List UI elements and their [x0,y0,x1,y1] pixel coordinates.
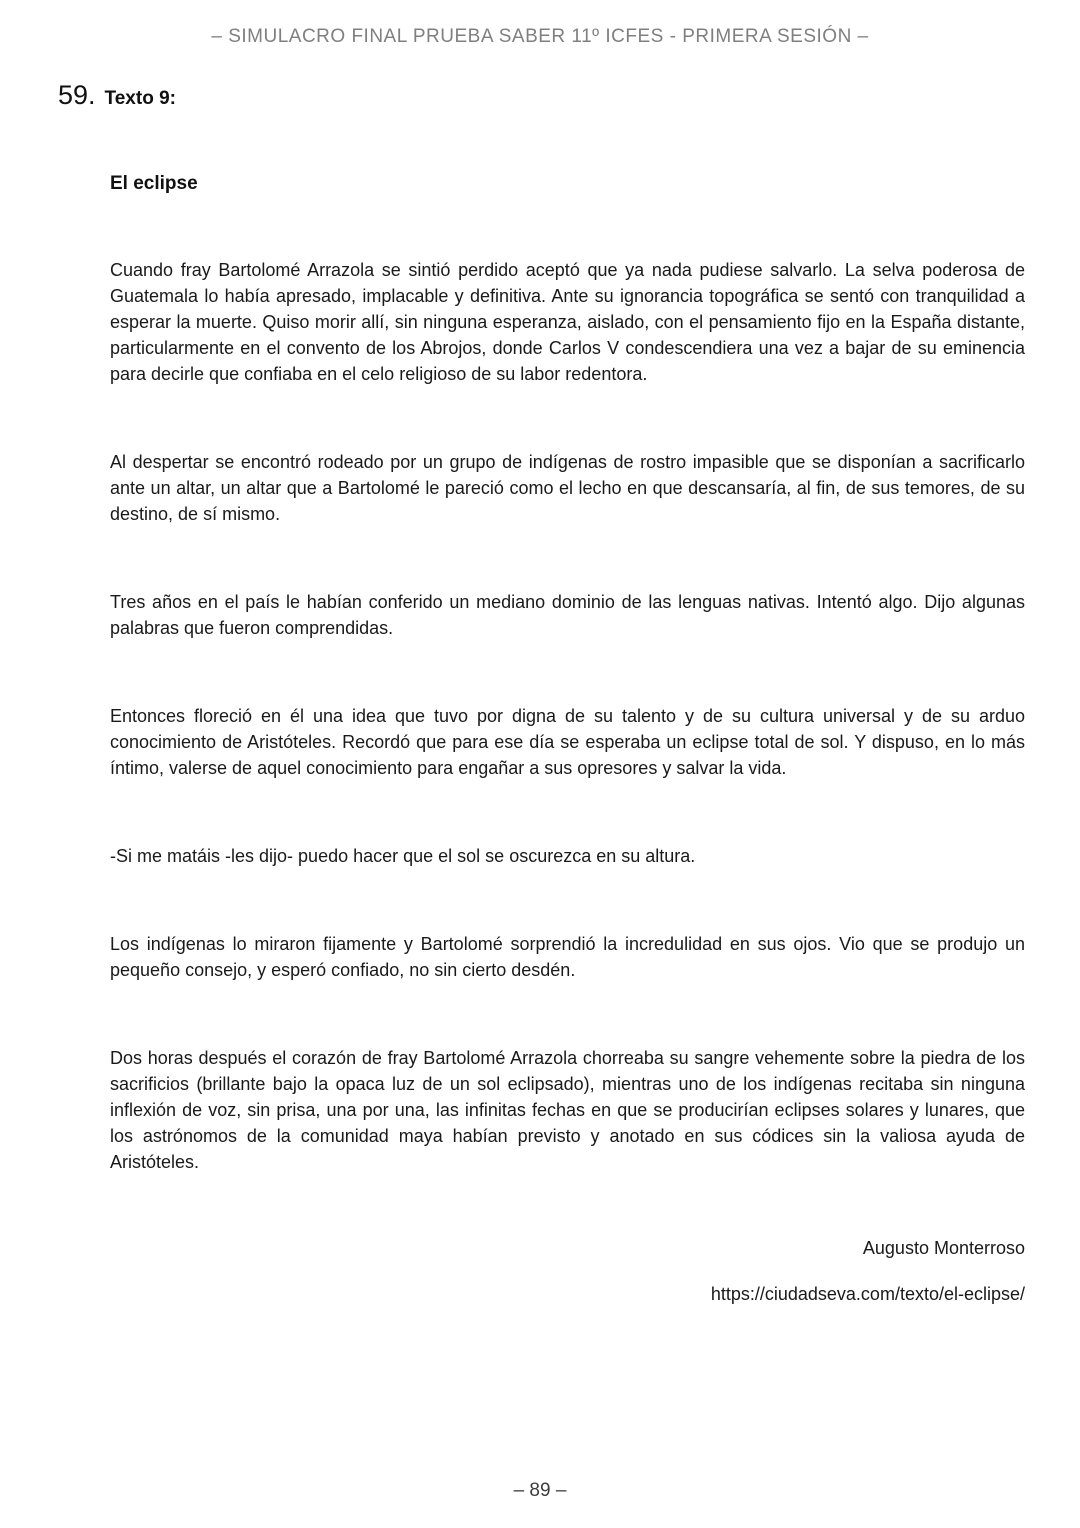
question-row [58,80,1080,111]
text-content [110,173,1025,1307]
exam-header: – SIMULACRO FINAL PRUEBA SABER 11º ICFES - PRIMERA SESIÓN – [211,26,869,47]
paragraph-5: -Si me matáis -les dijo- puedo hacer que el sol se oscurezca en su altura. [110,846,696,866]
question-number: 59. [58,80,96,110]
paragraph-6: Los indígenas lo miraron fijamente y Bartolomé sorprendió la incredulidad en sus ojos. Vio que se produjo un pequeño consejo, y esperó confiado, no sin cierto desdén. [110,934,1025,980]
paragraph-7: Dos horas después el corazón de fray Bartolomé Arrazola chorreaba su sangre vehemente sobre la piedra de los sacrificios (brillante bajo la opaca luz de un sol eclipsado), mientras uno de los indígenas recitaba sin ninguna inflexión de voz, sin prisa, una por una, las infinitas fechas en que se producirían eclipses solares y lunares, que los astrónomos de la comunidad maya habían previsto y anotado en sus códices sin la valiosa ayuda de Aristóteles. [110,1048,1025,1172]
paragraph-2: Al despertar se encontró rodeado por un grupo de indígenas de rostro impasible que se disponían a sacrificarlo ante un altar, un altar que a Bartolomé le pareció como el lecho en que descansaría, al fin, de sus temores, de su destino, de sí mismo. [110,452,1025,524]
paragraph-3: Tres años en el país le habían conferido un mediano dominio de las lenguas nativas. Intentó algo. Dijo algunas palabras que fueron comprendidas. [110,592,1025,638]
text-title: El eclipse [110,173,198,194]
paragraph-1: Cuando fray Bartolomé Arrazola se sintió perdido aceptó que ya nada pudiese salvarlo. La selva poderosa de Guatemala lo había apresado, implacable y definitiva. Ante su ignorancia topográfica se sentó con tranquilidad a esperar la muerte. Quiso morir allí, sin ninguna esperanza, aislado, con el pensamiento fijo en la España distante, particularmente en el convento de los Abrojos, donde Carlos V condescendiera una vez a bajar de su eminencia para decirle que confiaba en el celo religioso de su labor redentora. [110,260,1025,384]
author-attribution: Augusto Monterroso [862,1238,1025,1258]
paragraph-4: Entonces floreció en él una idea que tuvo por digna de su talento y de su cultura universal y de su arduo conocimiento de Aristóteles. Recordó que para ese día se esperaba un eclipse total de sol. Y dispuso, en lo más íntimo, valerse de aquel conocimiento para engañar a sus opresores y salvar la vida. [110,706,1025,778]
text-body [110,257,1025,1175]
source-url: https://ciudadseva.com/texto/el-eclipse/ [710,1284,1025,1304]
question-label: Texto 9: [104,88,176,109]
page-number: – 89 – [513,1480,567,1501]
